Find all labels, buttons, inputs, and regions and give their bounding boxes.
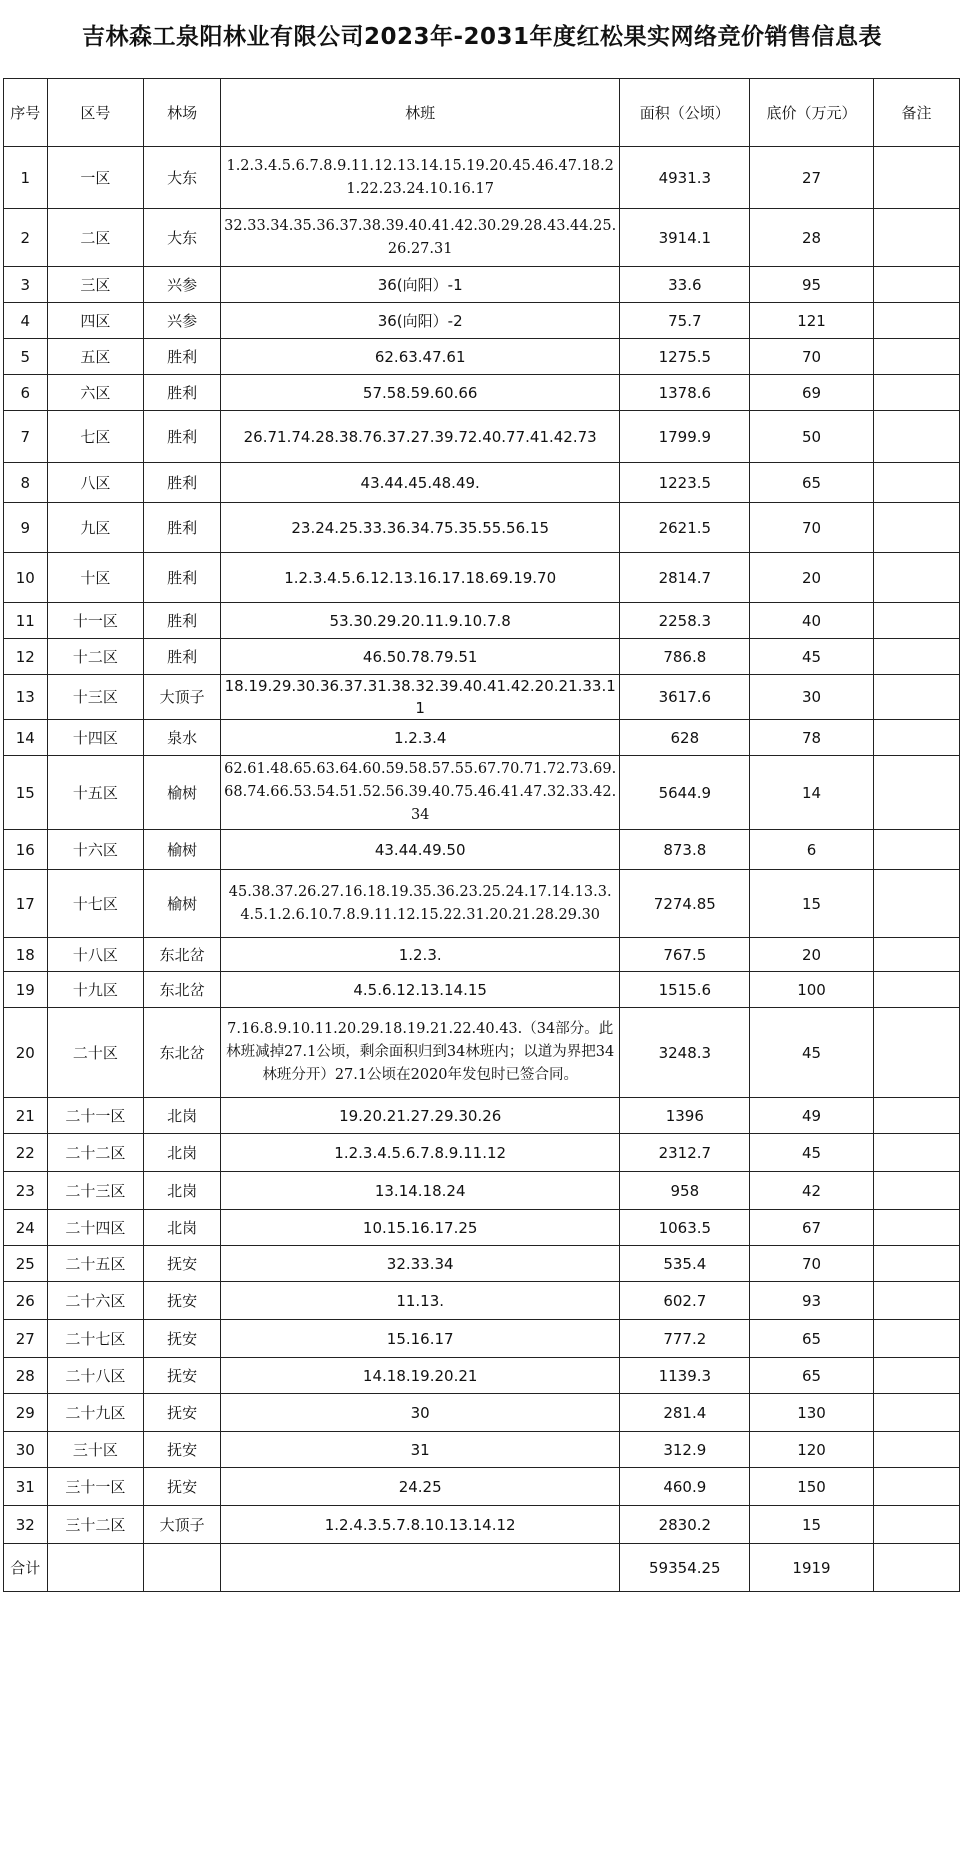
row-seq: 4 xyxy=(4,303,48,339)
row-area: 4931.3 xyxy=(620,147,750,209)
row-compartments: 1.2.3.4.5.6.12.13.16.17.18.69.19.70 xyxy=(220,553,620,603)
row-farm: 榆树 xyxy=(144,870,221,938)
row-note xyxy=(873,972,959,1008)
row-price: 69 xyxy=(750,375,874,411)
row-seq: 21 xyxy=(4,1098,48,1134)
row-zone: 三区 xyxy=(47,267,144,303)
row-farm: 兴参 xyxy=(144,303,221,339)
row-compartments: 1.2.3.4.5.6.7.8.9.11.12 xyxy=(220,1134,620,1172)
row-note xyxy=(873,267,959,303)
row-price: 45 xyxy=(750,1134,874,1172)
row-zone: 三十一区 xyxy=(47,1468,144,1506)
row-compartments: 4.5.6.12.13.14.15 xyxy=(220,972,620,1008)
row-area: 1139.3 xyxy=(620,1358,750,1394)
row-price: 45 xyxy=(750,639,874,675)
row-price: 67 xyxy=(750,1210,874,1246)
row-zone: 十一区 xyxy=(47,603,144,639)
table-row xyxy=(4,339,960,375)
row-seq: 24 xyxy=(4,1210,48,1246)
row-compartments: 1.2.4.3.5.7.8.10.13.14.12 xyxy=(220,1506,620,1544)
row-zone: 六区 xyxy=(47,375,144,411)
table-row xyxy=(4,756,960,830)
row-zone: 八区 xyxy=(47,463,144,503)
row-area: 460.9 xyxy=(620,1468,750,1506)
row-note xyxy=(873,675,959,720)
header-price: 底价（万元） xyxy=(750,79,874,147)
row-seq: 26 xyxy=(4,1282,48,1320)
row-zone: 二十七区 xyxy=(47,1320,144,1358)
row-compartments: 57.58.59.60.66 xyxy=(220,375,620,411)
total-area: 59354.25 xyxy=(620,1544,750,1592)
total-empty-compartments xyxy=(220,1544,620,1592)
row-seq: 32 xyxy=(4,1506,48,1544)
table-row xyxy=(4,720,960,756)
table-row xyxy=(4,303,960,339)
row-seq: 8 xyxy=(4,463,48,503)
row-area: 2312.7 xyxy=(620,1134,750,1172)
row-compartments: 14.18.19.20.21 xyxy=(220,1358,620,1394)
row-note xyxy=(873,1098,959,1134)
row-note xyxy=(873,639,959,675)
row-price: 93 xyxy=(750,1282,874,1320)
row-price: 78 xyxy=(750,720,874,756)
row-zone: 十区 xyxy=(47,553,144,603)
row-seq: 23 xyxy=(4,1172,48,1210)
row-farm: 大顶子 xyxy=(144,1506,221,1544)
row-farm: 兴参 xyxy=(144,267,221,303)
row-note xyxy=(873,938,959,972)
row-seq: 19 xyxy=(4,972,48,1008)
row-farm: 胜利 xyxy=(144,603,221,639)
row-compartments: 43.44.49.50 xyxy=(220,830,620,870)
row-farm: 胜利 xyxy=(144,639,221,675)
row-zone: 三十区 xyxy=(47,1432,144,1468)
row-zone: 二十二区 xyxy=(47,1134,144,1172)
row-price: 50 xyxy=(750,411,874,463)
row-area: 3914.1 xyxy=(620,209,750,267)
row-farm: 泉水 xyxy=(144,720,221,756)
header-farm: 林场 xyxy=(144,79,221,147)
row-price: 15 xyxy=(750,870,874,938)
row-seq: 7 xyxy=(4,411,48,463)
row-seq: 9 xyxy=(4,503,48,553)
row-price: 40 xyxy=(750,603,874,639)
row-note xyxy=(873,553,959,603)
row-price: 45 xyxy=(750,1008,874,1098)
row-price: 65 xyxy=(750,1320,874,1358)
row-farm: 北岗 xyxy=(144,1172,221,1210)
row-farm: 抚安 xyxy=(144,1358,221,1394)
row-zone: 十三区 xyxy=(47,675,144,720)
row-seq: 2 xyxy=(4,209,48,267)
row-area: 33.6 xyxy=(620,267,750,303)
table-row xyxy=(4,1358,960,1394)
table-row xyxy=(4,639,960,675)
row-note xyxy=(873,375,959,411)
row-compartments: 62.63.47.61 xyxy=(220,339,620,375)
row-compartments: 11.13. xyxy=(220,1282,620,1320)
row-note xyxy=(873,1008,959,1098)
row-compartments: 43.44.45.48.49. xyxy=(220,463,620,503)
header-note: 备注 xyxy=(873,79,959,147)
row-area: 1223.5 xyxy=(620,463,750,503)
table-row xyxy=(4,870,960,938)
total-empty-zone xyxy=(47,1544,144,1592)
table-row xyxy=(4,553,960,603)
row-farm: 胜利 xyxy=(144,411,221,463)
row-compartments: 19.20.21.27.29.30.26 xyxy=(220,1098,620,1134)
row-note xyxy=(873,1172,959,1210)
row-note xyxy=(873,1432,959,1468)
row-note xyxy=(873,339,959,375)
table-row xyxy=(4,375,960,411)
table-header-row xyxy=(4,79,960,147)
row-zone: 二十三区 xyxy=(47,1172,144,1210)
table-row xyxy=(4,1282,960,1320)
row-note xyxy=(873,1358,959,1394)
row-compartments: 10.15.16.17.25 xyxy=(220,1210,620,1246)
row-note xyxy=(873,870,959,938)
row-seq: 28 xyxy=(4,1358,48,1394)
row-farm: 大东 xyxy=(144,209,221,267)
row-farm: 抚安 xyxy=(144,1320,221,1358)
row-area: 958 xyxy=(620,1172,750,1210)
row-price: 150 xyxy=(750,1468,874,1506)
row-compartments: 18.19.29.30.36.37.31.38.32.39.40.41.42.20.21.33.11 xyxy=(220,675,620,720)
table-row xyxy=(4,1320,960,1358)
table-row xyxy=(4,1172,960,1210)
row-seq: 11 xyxy=(4,603,48,639)
row-area: 75.7 xyxy=(620,303,750,339)
table-row xyxy=(4,267,960,303)
row-seq: 13 xyxy=(4,675,48,720)
row-area: 2814.7 xyxy=(620,553,750,603)
total-row xyxy=(4,1544,960,1592)
row-price: 15 xyxy=(750,1506,874,1544)
row-zone: 十二区 xyxy=(47,639,144,675)
table-row xyxy=(4,503,960,553)
table-row xyxy=(4,1246,960,1282)
row-area: 3248.3 xyxy=(620,1008,750,1098)
table-row xyxy=(4,1134,960,1172)
table-row xyxy=(4,411,960,463)
row-note xyxy=(873,147,959,209)
row-farm: 胜利 xyxy=(144,375,221,411)
row-seq: 27 xyxy=(4,1320,48,1358)
row-compartments: 24.25 xyxy=(220,1468,620,1506)
row-note xyxy=(873,1320,959,1358)
sales-info-table xyxy=(3,78,960,1592)
row-farm: 抚安 xyxy=(144,1282,221,1320)
table-row xyxy=(4,830,960,870)
row-farm: 胜利 xyxy=(144,339,221,375)
row-area: 628 xyxy=(620,720,750,756)
row-zone: 十六区 xyxy=(47,830,144,870)
table-row xyxy=(4,147,960,209)
row-farm: 榆树 xyxy=(144,756,221,830)
row-price: 6 xyxy=(750,830,874,870)
total-note xyxy=(873,1544,959,1592)
row-compartments: 15.16.17 xyxy=(220,1320,620,1358)
row-seq: 22 xyxy=(4,1134,48,1172)
row-zone: 二十九区 xyxy=(47,1394,144,1432)
row-price: 20 xyxy=(750,553,874,603)
row-seq: 20 xyxy=(4,1008,48,1098)
row-note xyxy=(873,603,959,639)
row-price: 28 xyxy=(750,209,874,267)
row-seq: 17 xyxy=(4,870,48,938)
row-area: 535.4 xyxy=(620,1246,750,1282)
row-area: 873.8 xyxy=(620,830,750,870)
table-row xyxy=(4,209,960,267)
row-zone: 二十五区 xyxy=(47,1246,144,1282)
row-farm: 抚安 xyxy=(144,1468,221,1506)
row-price: 42 xyxy=(750,1172,874,1210)
table-row xyxy=(4,1432,960,1468)
page-title: 吉林森工泉阳林业有限公司2023年-2031年度红松果实网络竞价销售信息表 xyxy=(81,24,883,50)
table-row xyxy=(4,1468,960,1506)
row-zone: 十九区 xyxy=(47,972,144,1008)
row-zone: 七区 xyxy=(47,411,144,463)
row-compartments: 1.2.3. xyxy=(220,938,620,972)
row-price: 20 xyxy=(750,938,874,972)
row-price: 65 xyxy=(750,463,874,503)
table-row xyxy=(4,1506,960,1544)
row-farm: 东北岔 xyxy=(144,972,221,1008)
row-compartments: 1.2.3.4 xyxy=(220,720,620,756)
row-farm: 大顶子 xyxy=(144,675,221,720)
row-seq: 18 xyxy=(4,938,48,972)
table-row xyxy=(4,1008,960,1098)
row-area: 1396 xyxy=(620,1098,750,1134)
row-price: 70 xyxy=(750,503,874,553)
row-seq: 25 xyxy=(4,1246,48,1282)
row-note xyxy=(873,1506,959,1544)
row-seq: 3 xyxy=(4,267,48,303)
row-compartments: 7.16.8.9.10.11.20.29.18.19.21.22.40.43.（34部分。此林班减掉27.1公顷，剩余面积归到34林班内；以道为界把34林班分开）27.1公顷在2020年发包时已签合同。 xyxy=(220,1008,620,1098)
row-compartments: 13.14.18.24 xyxy=(220,1172,620,1210)
table-row xyxy=(4,1210,960,1246)
row-farm: 胜利 xyxy=(144,503,221,553)
row-zone: 二十四区 xyxy=(47,1210,144,1246)
header-compartments: 林班 xyxy=(220,79,620,147)
total-label: 合计 xyxy=(4,1544,48,1592)
row-area: 777.2 xyxy=(620,1320,750,1358)
row-compartments: 1.2.3.4.5.6.7.8.9.11.12.13.14.15.19.20.45.46.47.18.21.22.23.24.10.16.17 xyxy=(220,147,620,209)
row-zone: 二十区 xyxy=(47,1008,144,1098)
row-note xyxy=(873,1468,959,1506)
row-price: 130 xyxy=(750,1394,874,1432)
row-note xyxy=(873,720,959,756)
row-note xyxy=(873,503,959,553)
row-area: 767.5 xyxy=(620,938,750,972)
row-area: 1799.9 xyxy=(620,411,750,463)
row-area: 7274.85 xyxy=(620,870,750,938)
row-price: 121 xyxy=(750,303,874,339)
table-body xyxy=(4,147,960,1544)
table-row xyxy=(4,938,960,972)
row-compartments: 53.30.29.20.11.9.10.7.8 xyxy=(220,603,620,639)
row-price: 95 xyxy=(750,267,874,303)
header-zone: 区号 xyxy=(47,79,144,147)
row-farm: 抚安 xyxy=(144,1394,221,1432)
row-compartments: 23.24.25.33.36.34.75.35.55.56.15 xyxy=(220,503,620,553)
row-compartments: 32.33.34 xyxy=(220,1246,620,1282)
row-farm: 北岗 xyxy=(144,1134,221,1172)
row-note xyxy=(873,1282,959,1320)
table-row xyxy=(4,603,960,639)
row-price: 30 xyxy=(750,675,874,720)
row-farm: 东北岔 xyxy=(144,938,221,972)
row-zone: 一区 xyxy=(47,147,144,209)
row-note xyxy=(873,1394,959,1432)
row-farm: 北岗 xyxy=(144,1210,221,1246)
row-zone: 三十二区 xyxy=(47,1506,144,1544)
table-row xyxy=(4,463,960,503)
row-compartments: 30 xyxy=(220,1394,620,1432)
row-compartments: 36(向阳）-2 xyxy=(220,303,620,339)
row-area: 1063.5 xyxy=(620,1210,750,1246)
row-compartments: 31 xyxy=(220,1432,620,1468)
row-farm: 北岗 xyxy=(144,1098,221,1134)
row-area: 1378.6 xyxy=(620,375,750,411)
row-zone: 二十八区 xyxy=(47,1358,144,1394)
row-note xyxy=(873,209,959,267)
row-seq: 30 xyxy=(4,1432,48,1468)
row-note xyxy=(873,830,959,870)
row-note xyxy=(873,756,959,830)
row-zone: 四区 xyxy=(47,303,144,339)
row-zone: 十七区 xyxy=(47,870,144,938)
table-row xyxy=(4,1098,960,1134)
row-price: 27 xyxy=(750,147,874,209)
row-seq: 6 xyxy=(4,375,48,411)
row-compartments: 45.38.37.26.27.16.18.19.35.36.23.25.24.17.14.13.3.4.5.1.2.6.10.7.8.9.11.12.15.22.31.20.21.28.29.30 xyxy=(220,870,620,938)
row-area: 312.9 xyxy=(620,1432,750,1468)
row-price: 70 xyxy=(750,1246,874,1282)
row-note xyxy=(873,303,959,339)
row-area: 2258.3 xyxy=(620,603,750,639)
row-area: 3617.6 xyxy=(620,675,750,720)
row-seq: 5 xyxy=(4,339,48,375)
table-row xyxy=(4,972,960,1008)
row-seq: 1 xyxy=(4,147,48,209)
row-area: 1515.6 xyxy=(620,972,750,1008)
row-note xyxy=(873,411,959,463)
total-empty-farm xyxy=(144,1544,221,1592)
row-compartments: 26.71.74.28.38.76.37.27.39.72.40.77.41.42.73 xyxy=(220,411,620,463)
row-seq: 14 xyxy=(4,720,48,756)
row-zone: 二十一区 xyxy=(47,1098,144,1134)
row-note xyxy=(873,1210,959,1246)
row-zone: 十五区 xyxy=(47,756,144,830)
row-seq: 31 xyxy=(4,1468,48,1506)
row-price: 65 xyxy=(750,1358,874,1394)
table-row xyxy=(4,1394,960,1432)
row-farm: 胜利 xyxy=(144,553,221,603)
row-compartments: 62.61.48.65.63.64.60.59.58.57.55.67.70.71.72.73.69.68.74.66.53.54.51.52.56.39.40.75.46.41.47.32.33.42.34 xyxy=(220,756,620,830)
total-price: 1919 xyxy=(750,1544,874,1592)
row-compartments: 36(向阳）-1 xyxy=(220,267,620,303)
row-area: 5644.9 xyxy=(620,756,750,830)
row-farm: 大东 xyxy=(144,147,221,209)
row-area: 1275.5 xyxy=(620,339,750,375)
row-zone: 十四区 xyxy=(47,720,144,756)
row-price: 14 xyxy=(750,756,874,830)
row-farm: 东北岔 xyxy=(144,1008,221,1098)
row-farm: 抚安 xyxy=(144,1246,221,1282)
row-note xyxy=(873,463,959,503)
row-seq: 16 xyxy=(4,830,48,870)
row-area: 281.4 xyxy=(620,1394,750,1432)
row-zone: 十八区 xyxy=(47,938,144,972)
header-area: 面积（公顷） xyxy=(620,79,750,147)
row-note xyxy=(873,1134,959,1172)
row-price: 100 xyxy=(750,972,874,1008)
row-farm: 抚安 xyxy=(144,1432,221,1468)
row-seq: 10 xyxy=(4,553,48,603)
row-area: 2830.2 xyxy=(620,1506,750,1544)
row-zone: 五区 xyxy=(47,339,144,375)
row-zone: 九区 xyxy=(47,503,144,553)
row-seq: 29 xyxy=(4,1394,48,1432)
row-price: 49 xyxy=(750,1098,874,1134)
row-area: 2621.5 xyxy=(620,503,750,553)
row-note xyxy=(873,1246,959,1282)
row-compartments: 46.50.78.79.51 xyxy=(220,639,620,675)
row-farm: 胜利 xyxy=(144,463,221,503)
row-zone: 二区 xyxy=(47,209,144,267)
row-farm: 榆树 xyxy=(144,830,221,870)
row-price: 120 xyxy=(750,1432,874,1468)
row-seq: 15 xyxy=(4,756,48,830)
row-area: 786.8 xyxy=(620,639,750,675)
row-price: 70 xyxy=(750,339,874,375)
table-row xyxy=(4,675,960,720)
header-seq: 序号 xyxy=(4,79,48,147)
row-zone: 二十六区 xyxy=(47,1282,144,1320)
row-area: 602.7 xyxy=(620,1282,750,1320)
row-seq: 12 xyxy=(4,639,48,675)
row-compartments: 32.33.34.35.36.37.38.39.40.41.42.30.29.28.43.44.25.26.27.31 xyxy=(220,209,620,267)
